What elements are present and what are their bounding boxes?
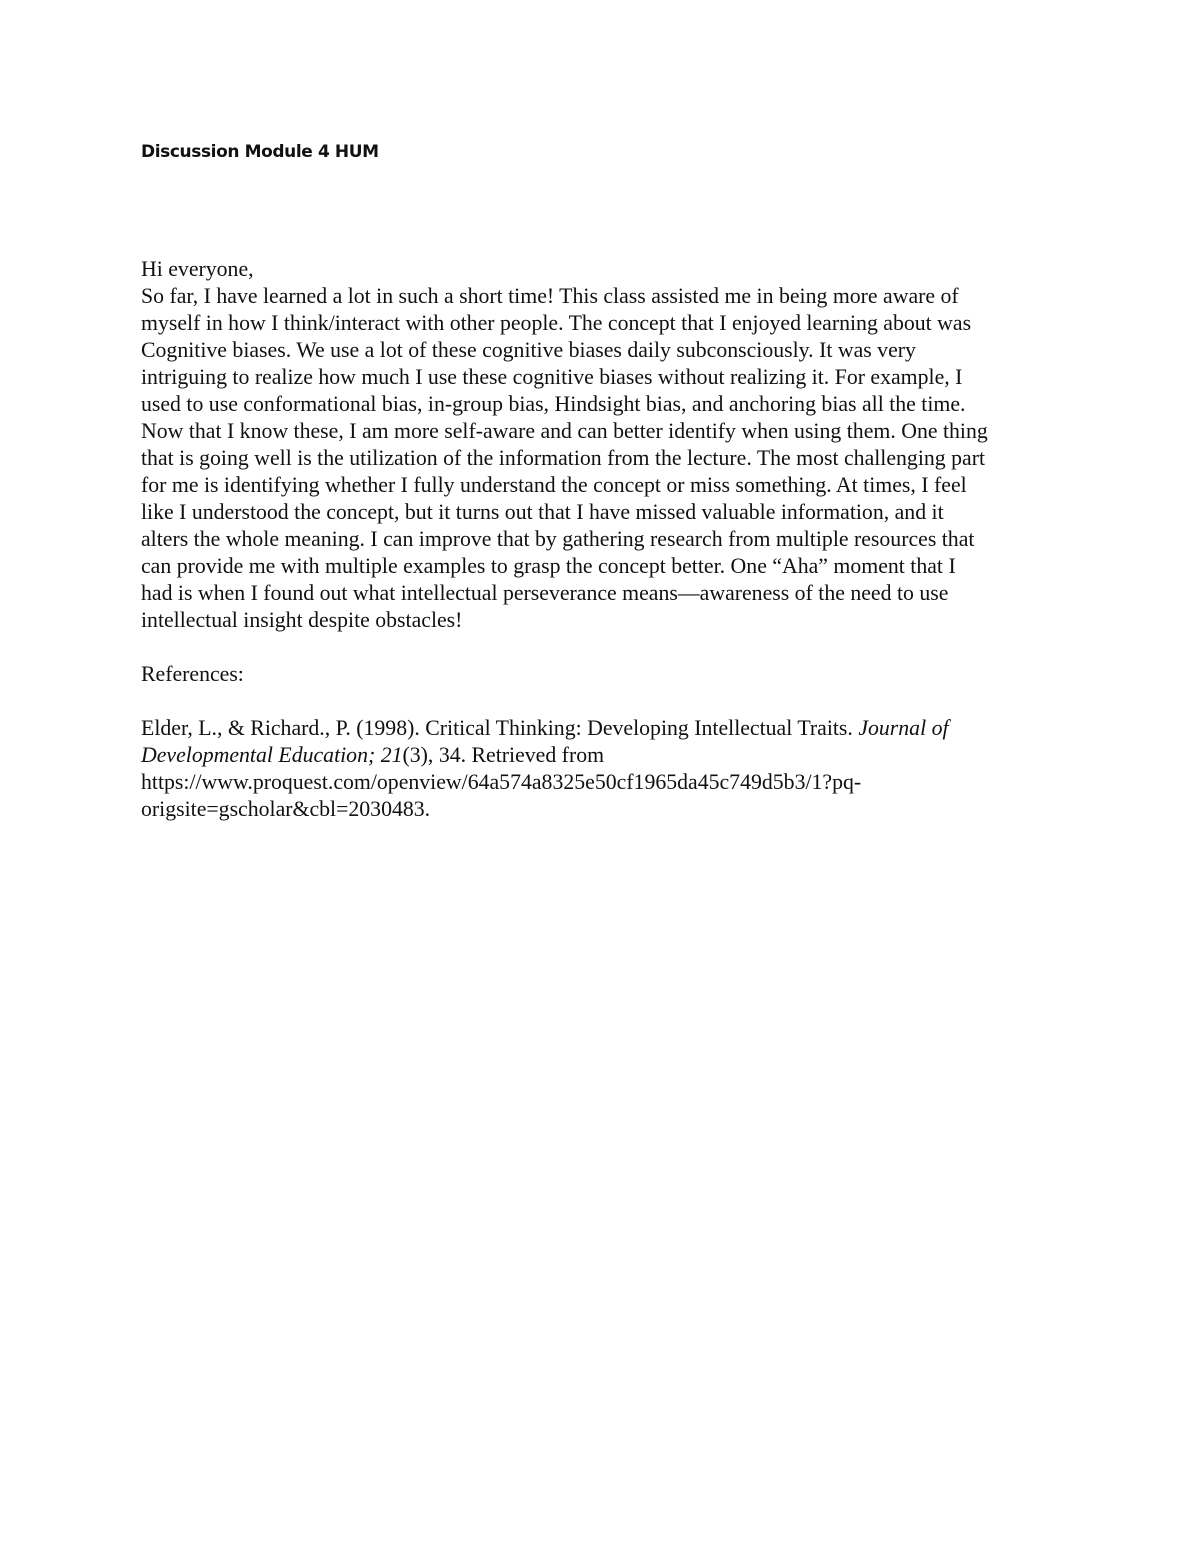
reference-line-1: [141, 715, 1076, 742]
document-title: Discussion Module 4 HUM: [141, 142, 379, 162]
reference-line-2: [141, 742, 1076, 769]
reference-url-line-2: origsite=gscholar&cbl=2030483.: [141, 797, 431, 821]
paragraph-line: can provide me with multiple examples to grasp the concept better. One “Aha” moment that I: [141, 554, 956, 578]
greeting: Hi everyone,: [141, 257, 254, 281]
paragraph-line: had is when I found out what intellectual perseverance means—awareness of the need to use: [141, 581, 949, 605]
reference-citation: Elder, L., & Richard., P. (1998). Critical Thinking: Developing Intellectual Traits.: [141, 716, 853, 740]
paragraph-line: Now that I know these, I am more self-aware and can better identify when using them. One thing: [141, 419, 988, 443]
journal-name-part1: Journal of: [858, 716, 949, 740]
reference-entry: [141, 715, 1076, 823]
document-body: [141, 256, 1076, 823]
paragraph-line: So far, I have learned a lot in such a short time! This class assisted me in being more aware of: [141, 284, 959, 308]
discussion-paragraph: [141, 283, 1076, 634]
paragraph-line: alters the whole meaning. I can improve that by gathering research from multiple resources that: [141, 527, 975, 551]
paragraph-line: intellectual insight despite obstacles!: [141, 608, 463, 632]
paragraph-line: like I understood the concept, but it turns out that I have missed valuable information, and it: [141, 500, 944, 524]
paragraph-line: that is going well is the utilization of the information from the lecture. The most challenging part: [141, 446, 986, 470]
issue-pages: (3), 34. Retrieved from: [402, 743, 605, 767]
paragraph-line: intriguing to realize how much I use these cognitive biases without realizing it. For example, I: [141, 365, 963, 389]
paragraph-line: Cognitive biases. We use a lot of these cognitive biases daily subconsciously. It was very: [141, 338, 916, 362]
journal-name-part2: Developmental Education; 21: [141, 743, 403, 767]
reference-url-line-1: https://www.proquest.com/openview/64a574a8325e50cf1965da45c749d5b3/1?pq-: [141, 770, 862, 794]
paragraph-line: myself in how I think/interact with other people. The concept that I enjoyed learning about was: [141, 311, 972, 335]
references-heading: References:: [141, 662, 244, 686]
paragraph-line: for me is identifying whether I fully understand the concept or miss something. At times, I feel: [141, 473, 967, 497]
paragraph-line: used to use conformational bias, in-group bias, Hindsight bias, and anchoring bias all the time.: [141, 392, 966, 416]
